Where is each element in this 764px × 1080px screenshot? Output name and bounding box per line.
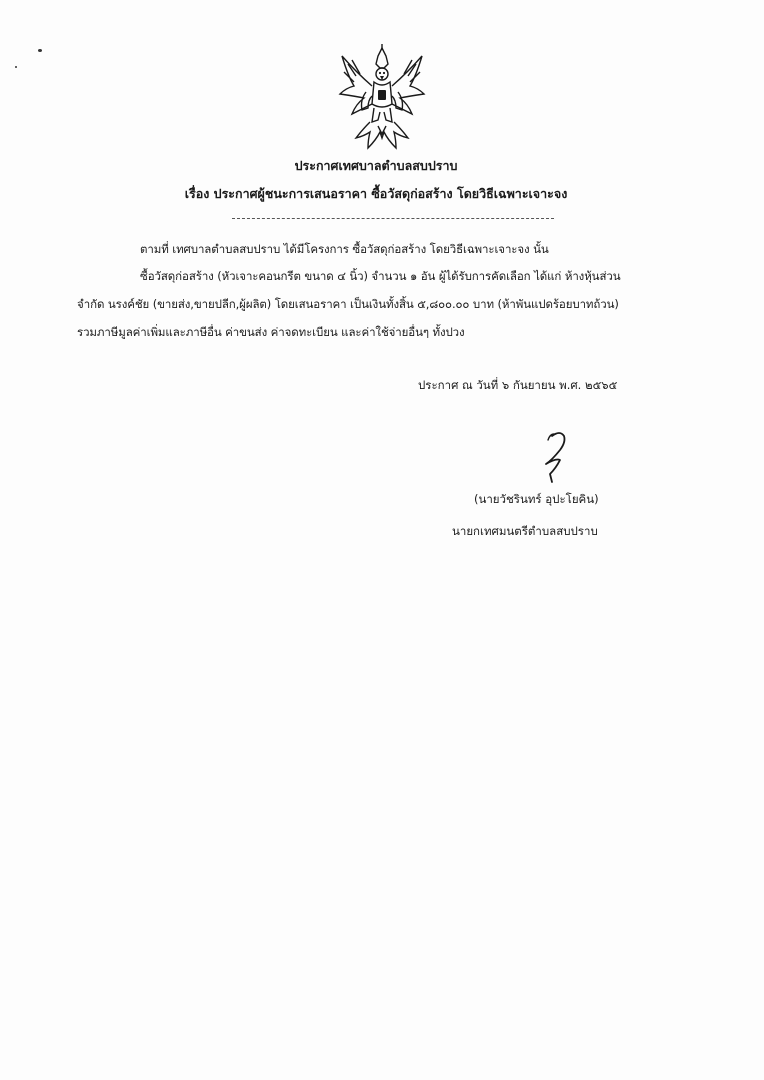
announcement-date: ประกาศ ณ วันที่ ๖ กันยายน พ.ศ. ๒๕๖๕ — [418, 378, 618, 392]
signatory-position: นายกเทศมนตรีตำบลสบปราบ — [452, 524, 598, 538]
body-paragraph-line-2: ซื้อวัสดุก่อสร้าง (หัวเจาะคอนกรีต ขนาด ๔ นิ้ว) จำนวน ๑ อัน ผู้ได้รับการคัดเลือก ได้แก่ ห้างหุ้นส่วน — [140, 269, 621, 283]
body-paragraph-line-3: จำกัด นรงค์ชัย (ขายส่ง,ขายปลีก,ผู้ผลิต) โดยเสนอราคา เป็นเงินทั้งสิ้น ๕,๘๐๐.๐๐ บาท (ห้าพันแปดร้อยบาทถ้วน) — [77, 297, 619, 311]
body-paragraph-line-4: รวมภาษีมูลค่าเพิ่มและภาษีอื่น ค่าขนส่ง ค่าจดทะเบียน และค่าใช้จ่ายอื่นๆ ทั้งปวง — [77, 325, 465, 339]
scan-speck — [38, 49, 42, 52]
document-title: ประกาศเทศบาลตำบลสบปราบ — [294, 158, 458, 173]
document-subject: เรื่อง ประกาศผู้ชนะการเสนอราคา ซื้อวัสดุก่อสร้าง โดยวิธีเฉพาะเจาะจง — [184, 186, 568, 201]
signatory-name: (นายวัชรินทร์ อุปะโยคิน) — [474, 492, 599, 506]
scan-speck — [15, 66, 17, 68]
handwritten-signature — [530, 428, 580, 488]
body-paragraph-line-1: ตามที่ เทศบาลตำบลสบปราบ ได้มีโครงการ ซื้อวัสดุก่อสร้าง โดยวิธีเฉพาะเจาะจง นั้น — [140, 242, 549, 256]
garuda-emblem — [334, 42, 430, 152]
dashed-divider — [232, 218, 554, 219]
